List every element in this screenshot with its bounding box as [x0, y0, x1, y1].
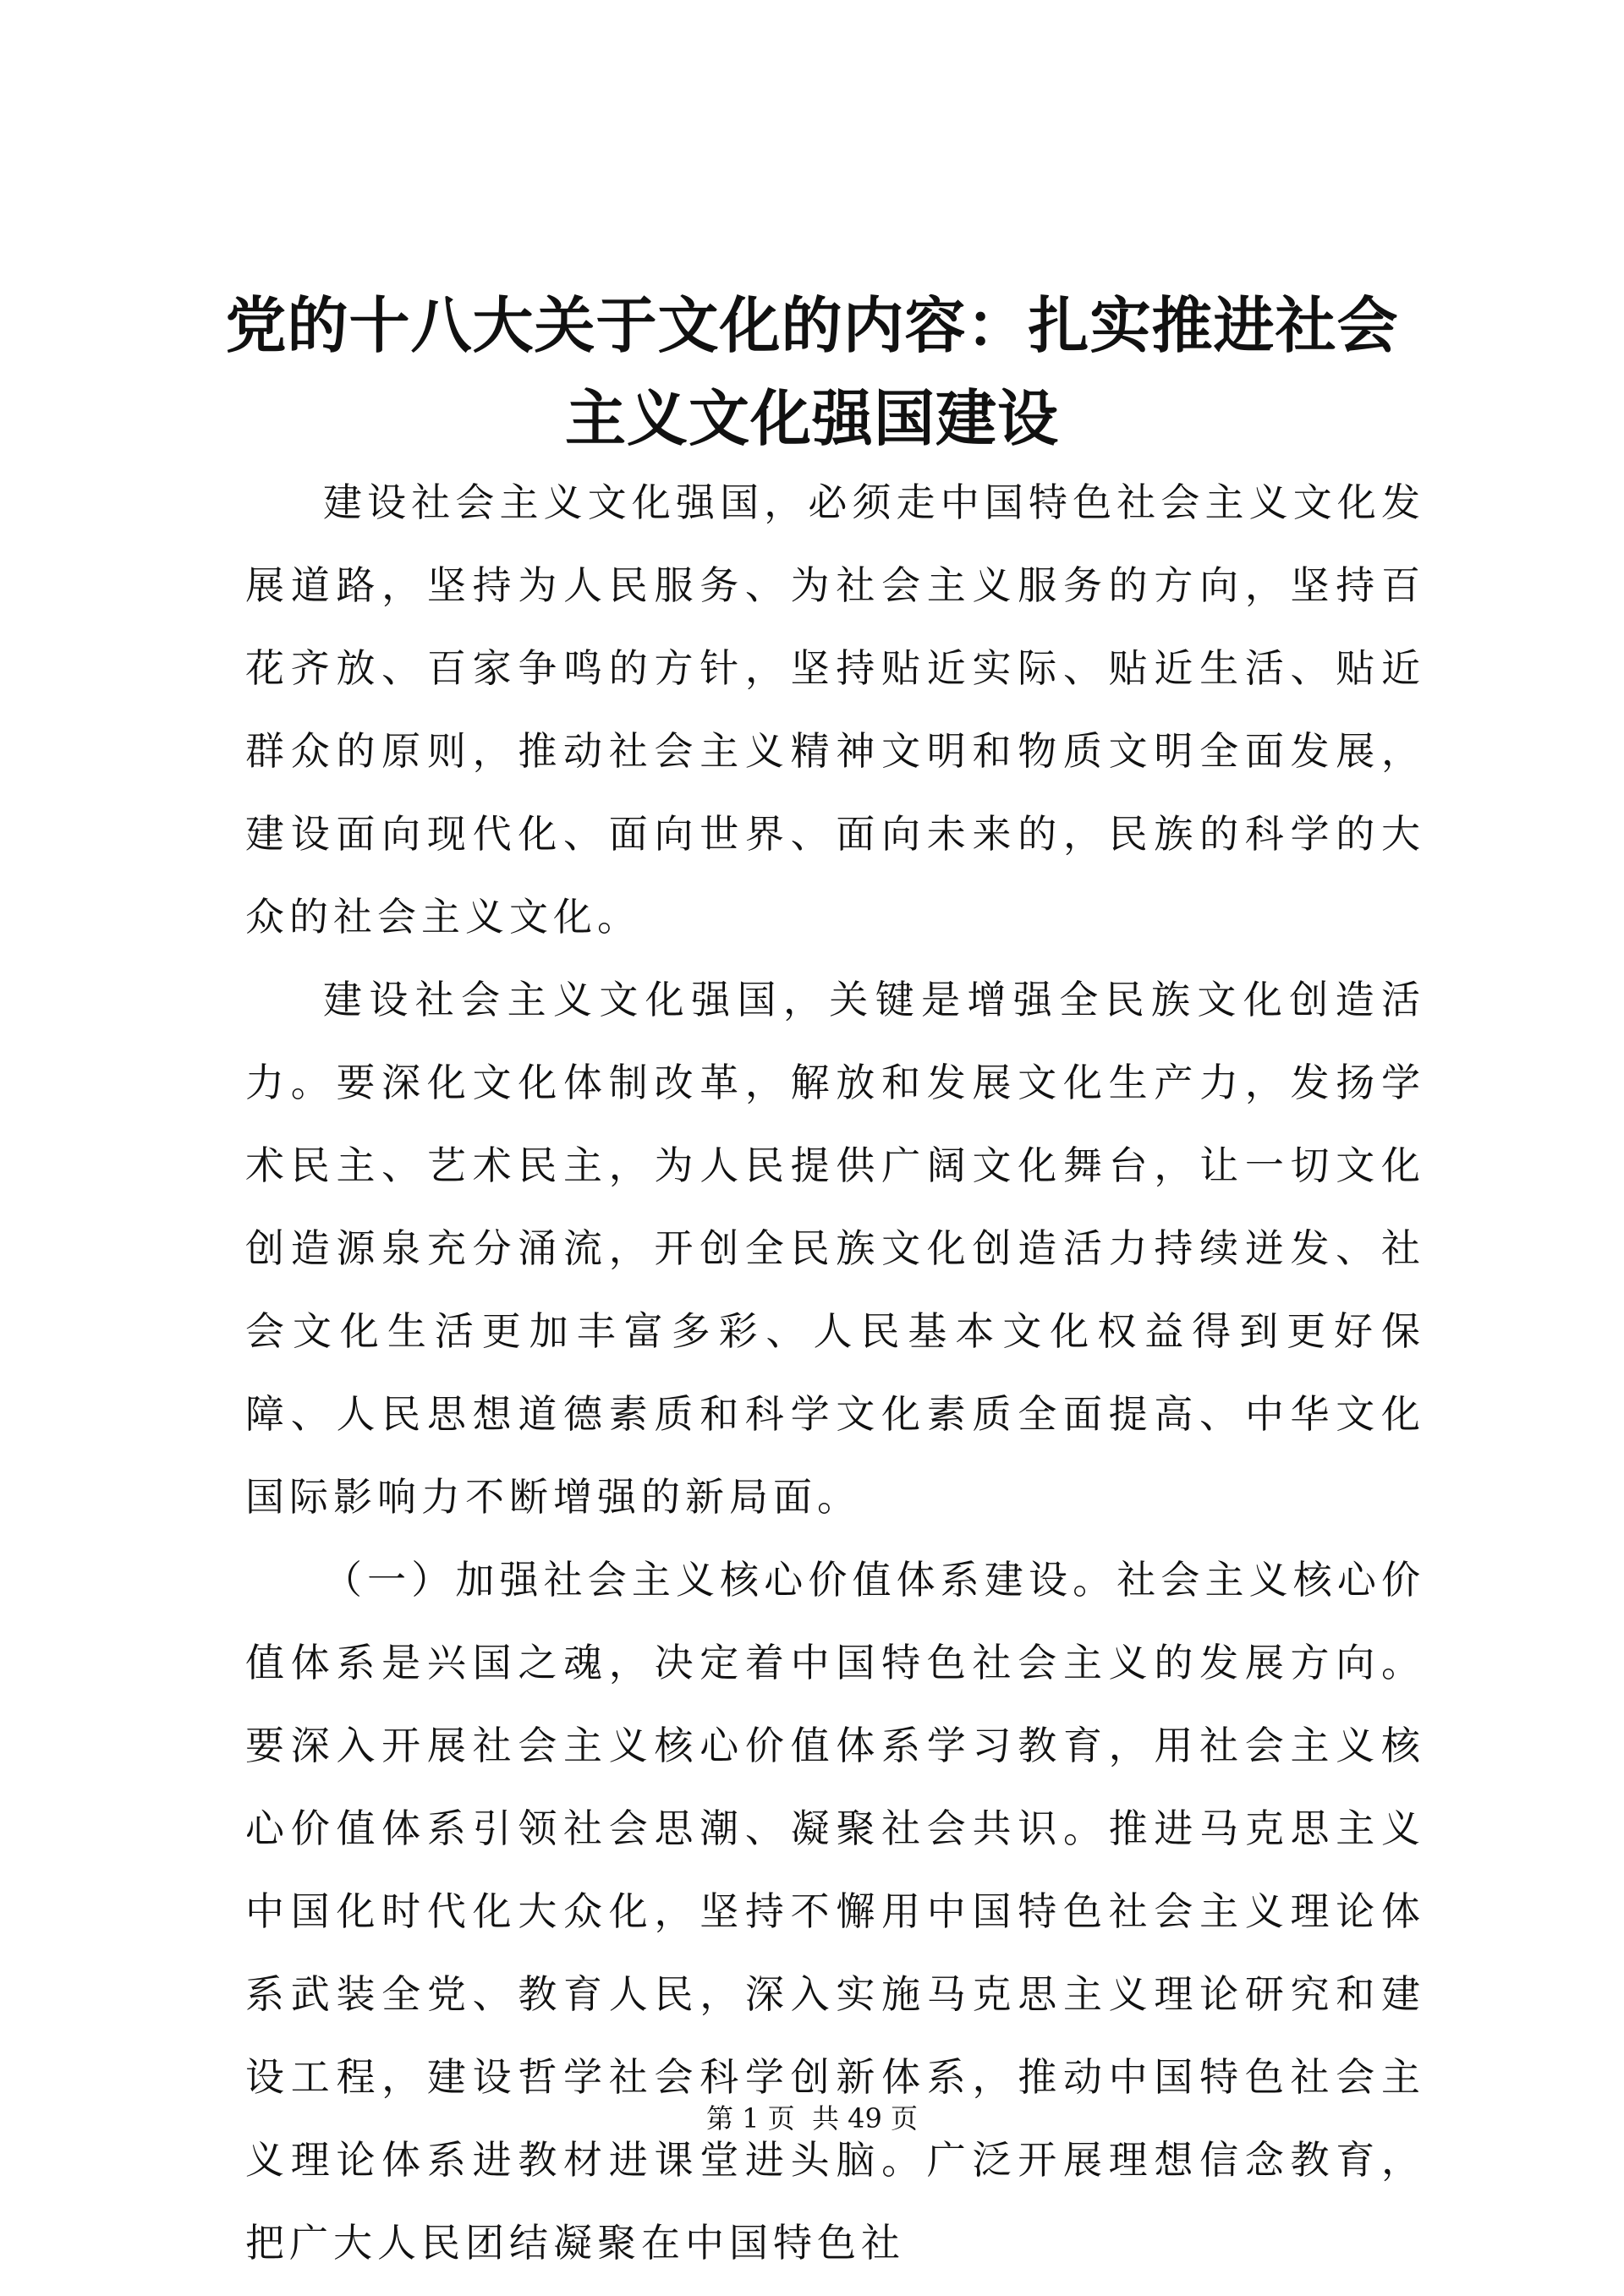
document-body [245, 461, 1425, 2284]
page-number: 第 1 页 共 49 页 [705, 2102, 919, 2134]
paragraph-2: 建设社会主义文化强国，关键是增强全民族文化创造活力。要深化文化体制改革，解放和发展文化生产力，发扬学术民主、艺术民主，为人民提供广阔文化舞台，让一切文化创造源泉充分涌流，开创全民族文化创造活力持续迸发、社会文化生活更加丰富多彩、人民基本文化权益得到更好保障、人民思想道德素质和科学文化素质全面提高、中华文化国际影响力不断增强的新局面。 [245, 977, 1425, 1520]
paragraph-1: 建设社会主义文化强国，必须走中国特色社会主义文化发展道路，坚持为人民服务、为社会主义服务的方向，坚持百花齐放、百家争鸣的方针，坚持贴近实际、贴近生活、贴近群众的原则，推动社会主义精神文明和物质文明全面发展，建设面向现代化、面向世界、面向未来的，民族的科学的大众的社会主义文化。 [245, 479, 1425, 940]
paragraph-3: （一）加强社会主义核心价值体系建设。社会主义核心价值体系是兴国之魂，决定着中国特色社会主义的发展方向。要深入开展社会主义核心价值体系学习教育，用社会主义核心价值体系引领社会思潮、凝聚社会共识。推进马克思主义中国化时代化大众化，坚持不懈用中国特色社会主义理论体系武装全党、教育人民，深入实施马克思主义理论研究和建设工程，建设哲学社会科学创新体系，推动中国特色社会主义理论体系进教材进课堂进头脑。广泛开展理想信念教育，把广大人民团结凝聚在中国特色社 [245, 1557, 1425, 2266]
document-title: 党的十八大关于文化的内容：扎实推进社会主义文化强国建设 [225, 289, 1399, 454]
page-footer [0, 2101, 1624, 2135]
